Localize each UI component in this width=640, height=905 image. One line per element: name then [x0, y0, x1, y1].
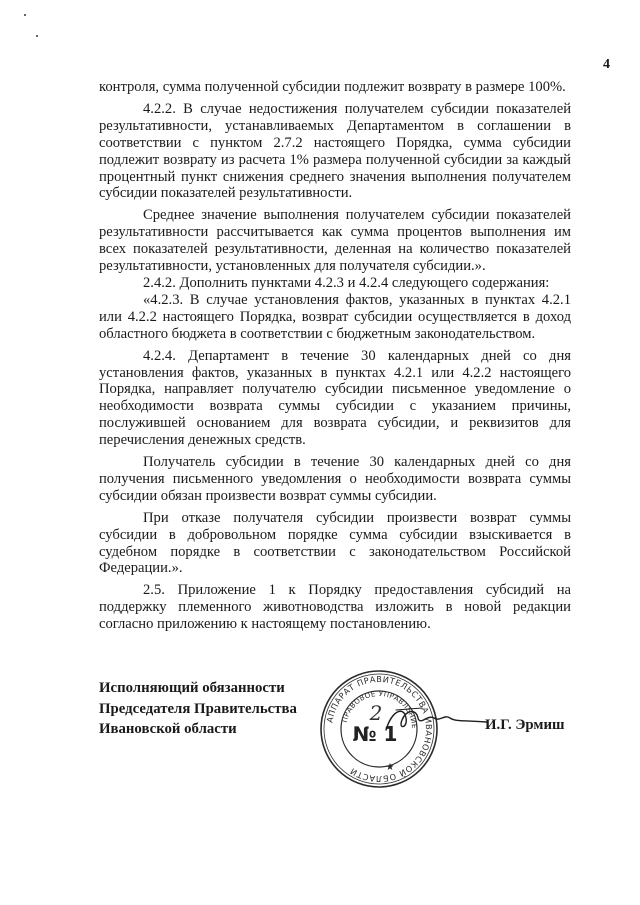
- signatory-title-line: Исполняющий обязанности: [99, 680, 285, 696]
- paragraph: Получатель субсидии в течение 30 календарных дней со дня получения письменного уведомления о необходимости возврата суммы субсидии обязан произвести возврат суммы субсидии.: [99, 454, 571, 504]
- signatory-title-line: Председателя Правительства: [99, 700, 297, 717]
- paragraph: 2.5. Приложение 1 к Порядку предоставления субсидий на поддержку племенного животноводства изложить в новой редакции согласно приложению к настоящему постановлению.: [99, 582, 571, 633]
- signatory-title-line: Ивановской области: [99, 721, 237, 737]
- seal-number: № 1: [352, 722, 398, 746]
- seal-star-icon: ★: [385, 762, 395, 773]
- seal-inner-text: ПРАВОВОЕ УПРАВЛЕНИЕ: [340, 689, 419, 730]
- paragraph: При отказе получателя субсидии произвести возврат суммы субсидии в добровольном порядке сумма субсидии взыскивается в судебном порядке в соответствии с законодательством Российской Федерации.».: [99, 509, 571, 577]
- scan-speck: [36, 35, 38, 37]
- handwritten-signature: [382, 700, 488, 740]
- seal-handwritten-mark: 2: [369, 701, 383, 725]
- scan-speck: [24, 14, 26, 16]
- signatory-title: [99, 678, 297, 740]
- document-body: [99, 79, 571, 633]
- signatory-name: И.Г. Эрмиш: [485, 717, 565, 733]
- page-number: 4: [603, 57, 610, 72]
- paragraph: «4.2.3. В случае установления фактов, указанных в пунктах 4.2.1 или 4.2.2 настоящего Порядка, возврат субсидии осуществляется в доход областного бюджета в соответствии с бюджетным законодательством.: [99, 291, 571, 342]
- paragraph: Среднее значение выполнения получателем субсидии показателей результативности рассчитывается как сумма процентов выполнения им всех показателей результативности, деленная на количество показателей результативности, установленных для получателя субсидии.».: [99, 207, 571, 275]
- paragraph: 4.2.2. В случае недостижения получателем субсидии показателей результативности, устанавливаемых Департаментом в соглашении в соответствии с пунктом 2.7.2 настоящего Порядка, сумма субсидии подлежит возврату из расчета 1% размера полученной субсидии за каждый процентный пункт снижения среднего значения выполнения получателем субсидии показателей результативности.: [99, 100, 571, 202]
- seal-outer-text: АППАРАТ ПРАВИТЕЛЬСТВА ИВАНОВСКОЙ ОБЛАСТИ: [324, 673, 435, 785]
- paragraph: 2.4.2. Дополнить пунктами 4.2.3 и 4.2.4 следующего содержания:: [143, 274, 550, 291]
- paragraph: контроля, сумма полученной субсидии подлежит возврату в размере 100%.: [99, 79, 566, 95]
- paragraph: 4.2.4. Департамент в течение 30 календарных дней со дня установления фактов, указанных в пунктах 4.2.1 или 4.2.2 настоящего Порядка, направляет получателю субсидии письменное уведомление о необходимости возврата суммы субсидии с указанием причины, послужившей основанием для возврата субсидии, и реквизитов для перечисления денежных средств.: [99, 347, 571, 449]
